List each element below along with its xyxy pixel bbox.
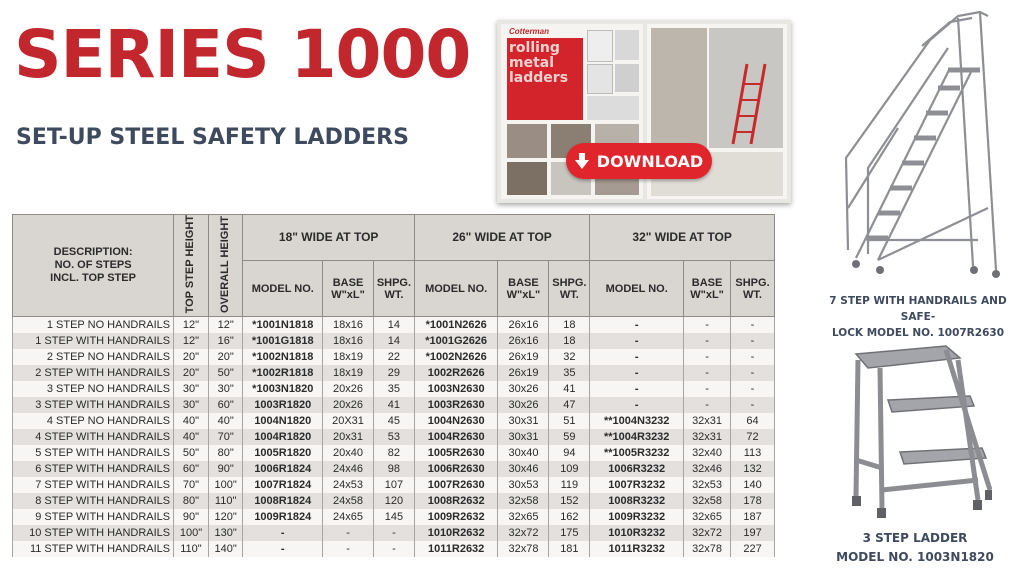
base-26-cell: 30x31	[498, 429, 549, 445]
model-32-cell: 1007R3232	[590, 477, 684, 493]
model-header: MODEL NO.	[414, 260, 498, 317]
three-step-ladder-icon	[842, 340, 992, 520]
base-26-cell: 26x19	[498, 365, 549, 381]
step-description-cell: 2 STEP WITH HANDRAILS	[13, 365, 174, 381]
page-title: SERIES 1000	[14, 16, 471, 93]
description-header-line: DESCRIPTION:	[53, 246, 133, 259]
overall-height-cell: 16"	[208, 333, 243, 349]
model-18-cell: -	[243, 525, 323, 541]
shpg-26-cell: 18	[549, 317, 590, 334]
caption-line: MODEL NO. 1003N1820	[836, 550, 994, 564]
table-row	[13, 525, 775, 541]
shpg-32-cell: 113	[731, 445, 775, 461]
shpg-18-cell: 41	[374, 397, 415, 413]
shpg-18-cell: -	[374, 525, 415, 541]
top-step-height-cell: 80"	[174, 493, 209, 509]
base-18-cell: 24x65	[323, 509, 374, 525]
base-26-cell: 32x58	[498, 493, 549, 509]
table-row	[13, 333, 775, 349]
top-step-height-cell: 40"	[174, 429, 209, 445]
shpg-18-cell: 98	[374, 461, 415, 477]
shpg-18-cell: 82	[374, 445, 415, 461]
overall-height-cell: 70"	[208, 429, 243, 445]
shpg-26-cell: 109	[549, 461, 590, 477]
table-row	[13, 365, 775, 381]
model-32-cell: 1006R3232	[590, 461, 684, 477]
top-step-height-cell: 50"	[174, 445, 209, 461]
catalog-photo	[651, 28, 707, 148]
model-32-cell: **1005R3232	[590, 445, 684, 461]
overall-height-cell: 40"	[208, 413, 243, 429]
base-26-cell: 30x26	[498, 381, 549, 397]
shpg-32-cell: 187	[731, 509, 775, 525]
model-26-cell: 1007R2630	[414, 477, 498, 493]
shpg-32-cell: 72	[731, 429, 775, 445]
base-26-cell: 30x26	[498, 397, 549, 413]
shpg-18-cell: 35	[374, 381, 415, 397]
model-18-cell: 1006R1824	[243, 461, 323, 477]
model-header: MODEL NO.	[243, 260, 323, 317]
description-header	[13, 215, 174, 317]
shpg-26-cell: 162	[549, 509, 590, 525]
download-button[interactable]	[566, 143, 712, 179]
group-header-26: 26" WIDE AT TOP	[414, 215, 589, 261]
model-18-cell: 1007R1824	[243, 477, 323, 493]
base-header: BASE W"xL"	[498, 260, 549, 317]
shpg-26-cell: 181	[549, 541, 590, 557]
shpg-18-cell: 53	[374, 429, 415, 445]
base-18-cell: 20x26	[323, 397, 374, 413]
base-18-cell: 18x16	[323, 317, 374, 334]
base-32-cell: -	[684, 365, 731, 381]
shpg-32-cell: 197	[731, 525, 775, 541]
top-step-height-label: TOP STEP HEIGHT	[184, 215, 197, 314]
base-32-cell: -	[684, 397, 731, 413]
model-26-cell: *1002N2626	[414, 349, 498, 365]
red-ladder-icon	[725, 54, 775, 146]
model-32-cell: -	[590, 317, 684, 334]
model-26-cell: 1004N2630	[414, 413, 498, 429]
model-26-cell: 1003R2630	[414, 397, 498, 413]
model-26-cell: 1009R2632	[414, 509, 498, 525]
overall-height-cell: 30"	[208, 381, 243, 397]
step-description-cell: 4 STEP WITH HANDRAILS	[13, 429, 174, 445]
shpg-32-cell: 64	[731, 413, 775, 429]
overall-height-cell: 140"	[208, 541, 243, 557]
top-step-height-cell: 30"	[174, 397, 209, 413]
shpg-header: SHPG. WT.	[731, 260, 775, 317]
model-26-cell: 1011R2632	[414, 541, 498, 557]
model-32-cell: 1008R3232	[590, 493, 684, 509]
base-header: BASE W"xL"	[323, 260, 374, 317]
model-18-cell: 1008R1824	[243, 493, 323, 509]
overall-height-cell: 120"	[208, 509, 243, 525]
catalog-thumb	[587, 96, 639, 120]
overall-height-cell: 20"	[208, 349, 243, 365]
table-row	[13, 461, 775, 477]
top-step-height-cell: 30"	[174, 381, 209, 397]
shpg-26-cell: 119	[549, 477, 590, 493]
overall-height-cell: 90"	[208, 461, 243, 477]
model-18-cell: *1001N1818	[243, 317, 323, 334]
three-step-ladder-caption	[820, 529, 1010, 567]
model-26-cell: 1005R2630	[414, 445, 498, 461]
shpg-26-cell: 47	[549, 397, 590, 413]
model-18-cell: 1004N1820	[243, 413, 323, 429]
step-description-cell: 6 STEP WITH HANDRAILS	[13, 461, 174, 477]
shpg-26-cell: 35	[549, 365, 590, 381]
step-description-cell: 7 STEP WITH HANDRAILS	[13, 477, 174, 493]
top-step-height-cell: 110"	[174, 541, 209, 557]
shpg-18-cell: 29	[374, 365, 415, 381]
catalog-cover-title: rolling metal ladders	[509, 40, 569, 86]
overall-height-cell: 130"	[208, 525, 243, 541]
base-32-cell: -	[684, 333, 731, 349]
model-26-cell: *1001G2626	[414, 333, 498, 349]
shpg-18-cell: 14	[374, 333, 415, 349]
model-26-cell: *1001N2626	[414, 317, 498, 334]
model-18-cell: *1003N1820	[243, 381, 323, 397]
model-26-cell: 1008R2632	[414, 493, 498, 509]
download-label: DOWNLOAD	[596, 151, 704, 171]
model-18-cell: 1009R1824	[243, 509, 323, 525]
table-row	[13, 397, 775, 413]
base-26-cell: 32x72	[498, 525, 549, 541]
base-32-cell: 32x46	[684, 461, 731, 477]
top-step-height-cell: 100"	[174, 525, 209, 541]
base-18-cell: 24x46	[323, 461, 374, 477]
base-32-cell: 32x31	[684, 413, 731, 429]
shpg-32-cell: -	[731, 397, 775, 413]
spec-table-container	[12, 214, 775, 556]
base-32-cell: 32x65	[684, 509, 731, 525]
seven-step-ladder-caption	[812, 293, 1024, 341]
description-header-line: INCL. TOP STEP	[50, 272, 136, 285]
model-26-cell: 1006R2630	[414, 461, 498, 477]
base-26-cell: 30x31	[498, 413, 549, 429]
step-description-cell: 9 STEP WITH HANDRAILS	[13, 509, 174, 525]
overall-height-cell: 50"	[208, 365, 243, 381]
base-18-cell: 20x31	[323, 429, 374, 445]
shpg-26-cell: 59	[549, 429, 590, 445]
seven-step-ladder-icon	[838, 8, 1008, 283]
model-18-cell: *1001G1818	[243, 333, 323, 349]
table-row	[13, 413, 775, 429]
top-step-height-cell: 70"	[174, 477, 209, 493]
step-description-cell: 5 STEP WITH HANDRAILS	[13, 445, 174, 461]
shpg-26-cell: 51	[549, 413, 590, 429]
base-26-cell: 30x40	[498, 445, 549, 461]
model-26-cell: 1010R2632	[414, 525, 498, 541]
top-step-height-cell: 40"	[174, 413, 209, 429]
shpg-26-cell: 32	[549, 349, 590, 365]
base-18-cell: -	[323, 541, 374, 557]
base-32-cell: 32x31	[684, 429, 731, 445]
model-32-cell: -	[590, 333, 684, 349]
top-step-height-cell: 20"	[174, 349, 209, 365]
base-32-cell: 32x40	[684, 445, 731, 461]
step-description-cell: 10 STEP WITH HANDRAILS	[13, 525, 174, 541]
model-32-cell: **1004R3232	[590, 429, 684, 445]
shpg-32-cell: 140	[731, 477, 775, 493]
caption-line: 3 STEP LADDER	[862, 531, 968, 545]
model-32-cell: 1011R3232	[590, 541, 684, 557]
model-32-cell: 1009R3232	[590, 509, 684, 525]
table-row	[13, 429, 775, 445]
base-32-cell: -	[684, 317, 731, 334]
step-description-cell: 3 STEP WITH HANDRAILS	[13, 397, 174, 413]
description-header-line: NO. OF STEPS	[54, 259, 132, 272]
catalog-thumb	[615, 64, 639, 92]
shpg-32-cell: -	[731, 317, 775, 334]
shpg-32-cell: -	[731, 365, 775, 381]
shpg-32-cell: 132	[731, 461, 775, 477]
catalog-thumb	[587, 64, 613, 94]
model-18-cell: *1002R1818	[243, 365, 323, 381]
step-description-cell: 8 STEP WITH HANDRAILS	[13, 493, 174, 509]
base-26-cell: 30x53	[498, 477, 549, 493]
base-18-cell: 24x53	[323, 477, 374, 493]
model-32-cell: -	[590, 365, 684, 381]
catalog-thumb	[615, 30, 639, 60]
catalog-thumb	[507, 124, 547, 158]
base-32-cell: -	[684, 381, 731, 397]
spec-table	[12, 214, 775, 557]
overall-height-cell: 110"	[208, 493, 243, 509]
model-32-cell: -	[590, 381, 684, 397]
base-18-cell: -	[323, 525, 374, 541]
base-18-cell: 18x19	[323, 365, 374, 381]
table-row	[13, 317, 775, 334]
shpg-18-cell: 14	[374, 317, 415, 334]
shpg-header: SHPG. WT.	[549, 260, 590, 317]
shpg-18-cell: 22	[374, 349, 415, 365]
table-row	[13, 509, 775, 525]
shpg-18-cell: 145	[374, 509, 415, 525]
model-18-cell: 1003R1820	[243, 397, 323, 413]
base-header: BASE W"xL"	[684, 260, 731, 317]
overall-height-cell: 80"	[208, 445, 243, 461]
model-32-cell: 1010R3232	[590, 525, 684, 541]
shpg-32-cell: -	[731, 381, 775, 397]
group-header-32: 32" WIDE AT TOP	[590, 215, 775, 261]
model-header: MODEL NO.	[590, 260, 684, 317]
base-18-cell: 18x19	[323, 349, 374, 365]
shpg-32-cell: -	[731, 333, 775, 349]
base-26-cell: 26x19	[498, 349, 549, 365]
base-32-cell: 32x58	[684, 493, 731, 509]
base-32-cell: 32x78	[684, 541, 731, 557]
step-description-cell: 1 STEP NO HANDRAILS	[13, 317, 174, 334]
catalog-thumb	[507, 162, 547, 195]
table-row	[13, 349, 775, 365]
group-header-18: 18" WIDE AT TOP	[243, 215, 414, 261]
model-26-cell: 1003N2630	[414, 381, 498, 397]
shpg-32-cell: -	[731, 349, 775, 365]
step-description-cell: 11 STEP WITH HANDRAILS	[13, 541, 174, 557]
overall-height-header	[208, 215, 243, 317]
base-18-cell: 18x16	[323, 333, 374, 349]
overall-height-cell: 60"	[208, 397, 243, 413]
shpg-26-cell: 94	[549, 445, 590, 461]
catalog-thumb	[587, 30, 613, 62]
page-subtitle: SET-UP STEEL SAFETY LADDERS	[16, 125, 409, 150]
shpg-26-cell: 175	[549, 525, 590, 541]
base-26-cell: 26x16	[498, 333, 549, 349]
base-18-cell: 24x58	[323, 493, 374, 509]
base-18-cell: 20x40	[323, 445, 374, 461]
shpg-header: SHPG. WT.	[374, 260, 415, 317]
base-18-cell: 20X31	[323, 413, 374, 429]
model-26-cell: 1004R2630	[414, 429, 498, 445]
base-26-cell: 30x46	[498, 461, 549, 477]
shpg-18-cell: -	[374, 541, 415, 557]
table-row	[13, 493, 775, 509]
overall-height-cell: 12"	[208, 317, 243, 334]
step-description-cell: 1 STEP WITH HANDRAILS	[13, 333, 174, 349]
spec-table-body	[13, 317, 775, 558]
table-row	[13, 477, 775, 493]
shpg-26-cell: 152	[549, 493, 590, 509]
model-18-cell: -	[243, 541, 323, 557]
base-26-cell: 32x65	[498, 509, 549, 525]
base-32-cell: 32x53	[684, 477, 731, 493]
top-step-height-cell: 90"	[174, 509, 209, 525]
arrow-down-icon	[575, 153, 589, 169]
base-26-cell: 32x78	[498, 541, 549, 557]
step-description-cell: 3 STEP NO HANDRAILS	[13, 381, 174, 397]
top-step-height-cell: 12"	[174, 317, 209, 334]
shpg-26-cell: 18	[549, 333, 590, 349]
model-18-cell: 1005R1820	[243, 445, 323, 461]
table-row	[13, 381, 775, 397]
model-18-cell: 1004R1820	[243, 429, 323, 445]
top-step-height-header	[174, 215, 209, 317]
step-description-cell: 4 STEP NO HANDRAILS	[13, 413, 174, 429]
shpg-26-cell: 41	[549, 381, 590, 397]
caption-line: 7 STEP WITH HANDRAILS AND SAFE-	[829, 295, 1007, 323]
table-row	[13, 445, 775, 461]
base-18-cell: 20x26	[323, 381, 374, 397]
model-32-cell: **1004N3232	[590, 413, 684, 429]
model-18-cell: *1002N1818	[243, 349, 323, 365]
table-row	[13, 541, 775, 557]
caption-line: LOCK MODEL NO. 1007R2630	[831, 327, 1004, 339]
model-26-cell: 1002R2626	[414, 365, 498, 381]
shpg-18-cell: 120	[374, 493, 415, 509]
shpg-18-cell: 45	[374, 413, 415, 429]
top-step-height-cell: 12"	[174, 333, 209, 349]
model-32-cell: -	[590, 397, 684, 413]
shpg-18-cell: 107	[374, 477, 415, 493]
step-description-cell: 2 STEP NO HANDRAILS	[13, 349, 174, 365]
base-32-cell: -	[684, 349, 731, 365]
shpg-32-cell: 178	[731, 493, 775, 509]
catalog-brand: Cotterman	[509, 27, 550, 36]
top-step-height-cell: 60"	[174, 461, 209, 477]
overall-height-cell: 100"	[208, 477, 243, 493]
model-32-cell: -	[590, 349, 684, 365]
base-32-cell: 32x72	[684, 525, 731, 541]
shpg-32-cell: 227	[731, 541, 775, 557]
top-step-height-cell: 20"	[174, 365, 209, 381]
base-26-cell: 26x16	[498, 317, 549, 334]
overall-height-label: OVERALL HEIGHT	[219, 215, 232, 313]
